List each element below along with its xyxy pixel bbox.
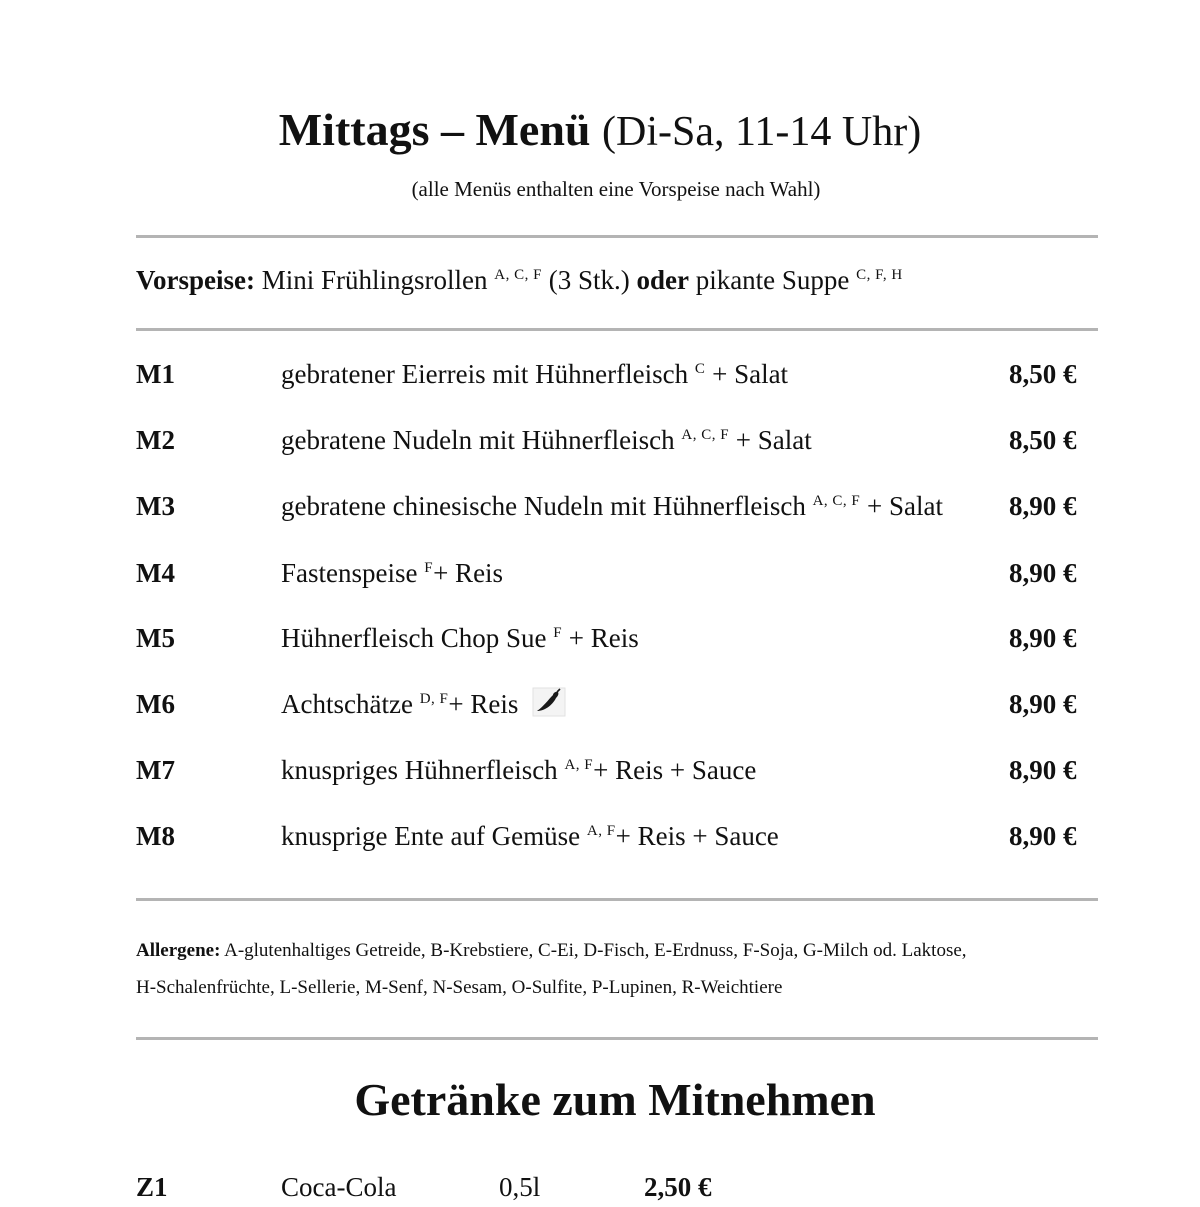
- starter-label: Vorspeise:: [136, 265, 255, 295]
- menu-side: + Reis: [448, 689, 519, 719]
- menu-name: knusprige Ente auf Gemüse: [281, 821, 581, 851]
- starter-item-1-suffix: (3 Stk.): [548, 265, 630, 295]
- menu-name: gebratener Eierreis mit Hühnerfleisch: [281, 359, 689, 389]
- menu-allergens: D, F: [419, 691, 449, 707]
- menu-row-m4: [0, 553, 1200, 593]
- menu-description: [281, 750, 756, 790]
- menu-row-m8: [0, 816, 1200, 856]
- menu-code: M5: [136, 623, 175, 653]
- menu-side: + Salat: [712, 359, 789, 389]
- menu-description: [281, 618, 639, 658]
- menu-row-m3: [0, 486, 1200, 526]
- menu-side: + Reis: [433, 558, 504, 588]
- menu-price: 8,90 €: [1009, 689, 1077, 719]
- menu-code: M1: [136, 359, 175, 389]
- menu-name: knuspriges Hühnerfleisch: [281, 755, 558, 785]
- menu-code: M3: [136, 491, 175, 521]
- starter-item-2-allergens: C, F, H: [856, 267, 903, 283]
- menu-description: [281, 420, 812, 460]
- menu-name: gebratene chinesische Nudeln mit Hühnerfleisch: [281, 491, 806, 521]
- menu-allergens: C: [694, 361, 706, 377]
- starter-item-1: Mini Frühlingsrollen: [261, 265, 488, 295]
- menu-code: M6: [136, 689, 175, 719]
- menu-price: 8,90 €: [1009, 821, 1077, 851]
- menu-price: 8,90 €: [1009, 623, 1077, 653]
- allergen-label: Allergene:: [136, 940, 221, 961]
- page-title: [0, 100, 1200, 162]
- starter-item-1-allergens: A, C, F: [494, 267, 542, 283]
- menu-price: 8,50 €: [1009, 359, 1077, 389]
- menu-price: 8,50 €: [1009, 425, 1077, 455]
- menu-price: 8,90 €: [1009, 491, 1077, 521]
- menu-price: 8,90 €: [1009, 755, 1077, 785]
- menu-name: Achtschätze: [281, 689, 413, 719]
- divider: [136, 898, 1098, 901]
- menu-allergens: A, C, F: [681, 427, 730, 443]
- menu-name: gebratene Nudeln mit Hühnerfleisch: [281, 425, 675, 455]
- drink-price: 2,50 €: [644, 1172, 712, 1202]
- menu-allergens: F: [553, 625, 563, 641]
- divider: [136, 235, 1098, 238]
- menu-subtitle: (alle Menüs enthalten eine Vorspeise nach Wahl): [411, 177, 821, 201]
- divider: [136, 328, 1098, 331]
- menu-description: [281, 354, 788, 394]
- menu-row-m6: [0, 684, 1200, 724]
- starter-item-2: pikante Suppe: [695, 265, 850, 295]
- drinks-title: Getränke zum Mitnehmen: [354, 1074, 876, 1125]
- menu-description: [281, 684, 566, 724]
- menu-side: + Salat: [867, 491, 943, 521]
- menu-row-m2: [0, 420, 1200, 460]
- drink-volume: 0,5l: [499, 1172, 541, 1202]
- allergen-legend: [136, 932, 1096, 1006]
- drink-name: Coca-Cola: [281, 1172, 397, 1202]
- menu-code: M2: [136, 425, 175, 455]
- starter-or: oder: [636, 265, 689, 295]
- menu-allergens: A, C, F: [812, 493, 861, 509]
- allergen-line-1: A-glutenhaltiges Getreide, B-Krebstiere, C-Ei, D-Fisch, E-Erdnuss, F-Soja, G-Milch od. Laktose,: [224, 940, 967, 961]
- menu-row-m5: [0, 618, 1200, 658]
- menu-description: [281, 553, 503, 593]
- menu-hours: (Di-Sa, 11-14 Uhr): [602, 109, 922, 155]
- menu-name: Hühnerfleisch Chop Sue: [281, 623, 547, 653]
- menu-allergens: A, F: [586, 823, 616, 839]
- chili-icon: [532, 687, 566, 717]
- menu-row-m1: [0, 354, 1200, 394]
- menu-allergens: A, F: [564, 757, 594, 773]
- menu-side: + Salat: [735, 425, 812, 455]
- menu-name: Fastenspeise: [281, 558, 418, 588]
- divider: [136, 1037, 1098, 1040]
- allergen-line-2: H-Schalenfrüchte, L-Sellerie, M-Senf, N-Sesam, O-Sulfite, P-Lupinen, R-Weichtiere: [136, 977, 783, 998]
- menu-description: [281, 816, 779, 856]
- menu-price: 8,90 €: [1009, 558, 1077, 588]
- menu-side: + Reis + Sauce: [615, 821, 779, 851]
- menu-side: + Reis + Sauce: [593, 755, 757, 785]
- menu-code: M4: [136, 558, 175, 588]
- drink-code: Z1: [136, 1172, 168, 1202]
- menu-allergens: F: [424, 560, 434, 576]
- menu-side: + Reis: [568, 623, 639, 653]
- starter-line: [136, 262, 903, 298]
- menu-title: Mittags – Menü: [278, 104, 591, 155]
- menu-code: M8: [136, 821, 175, 851]
- menu-row-m7: [0, 750, 1200, 790]
- menu-code: M7: [136, 755, 175, 785]
- menu-description: [281, 486, 943, 526]
